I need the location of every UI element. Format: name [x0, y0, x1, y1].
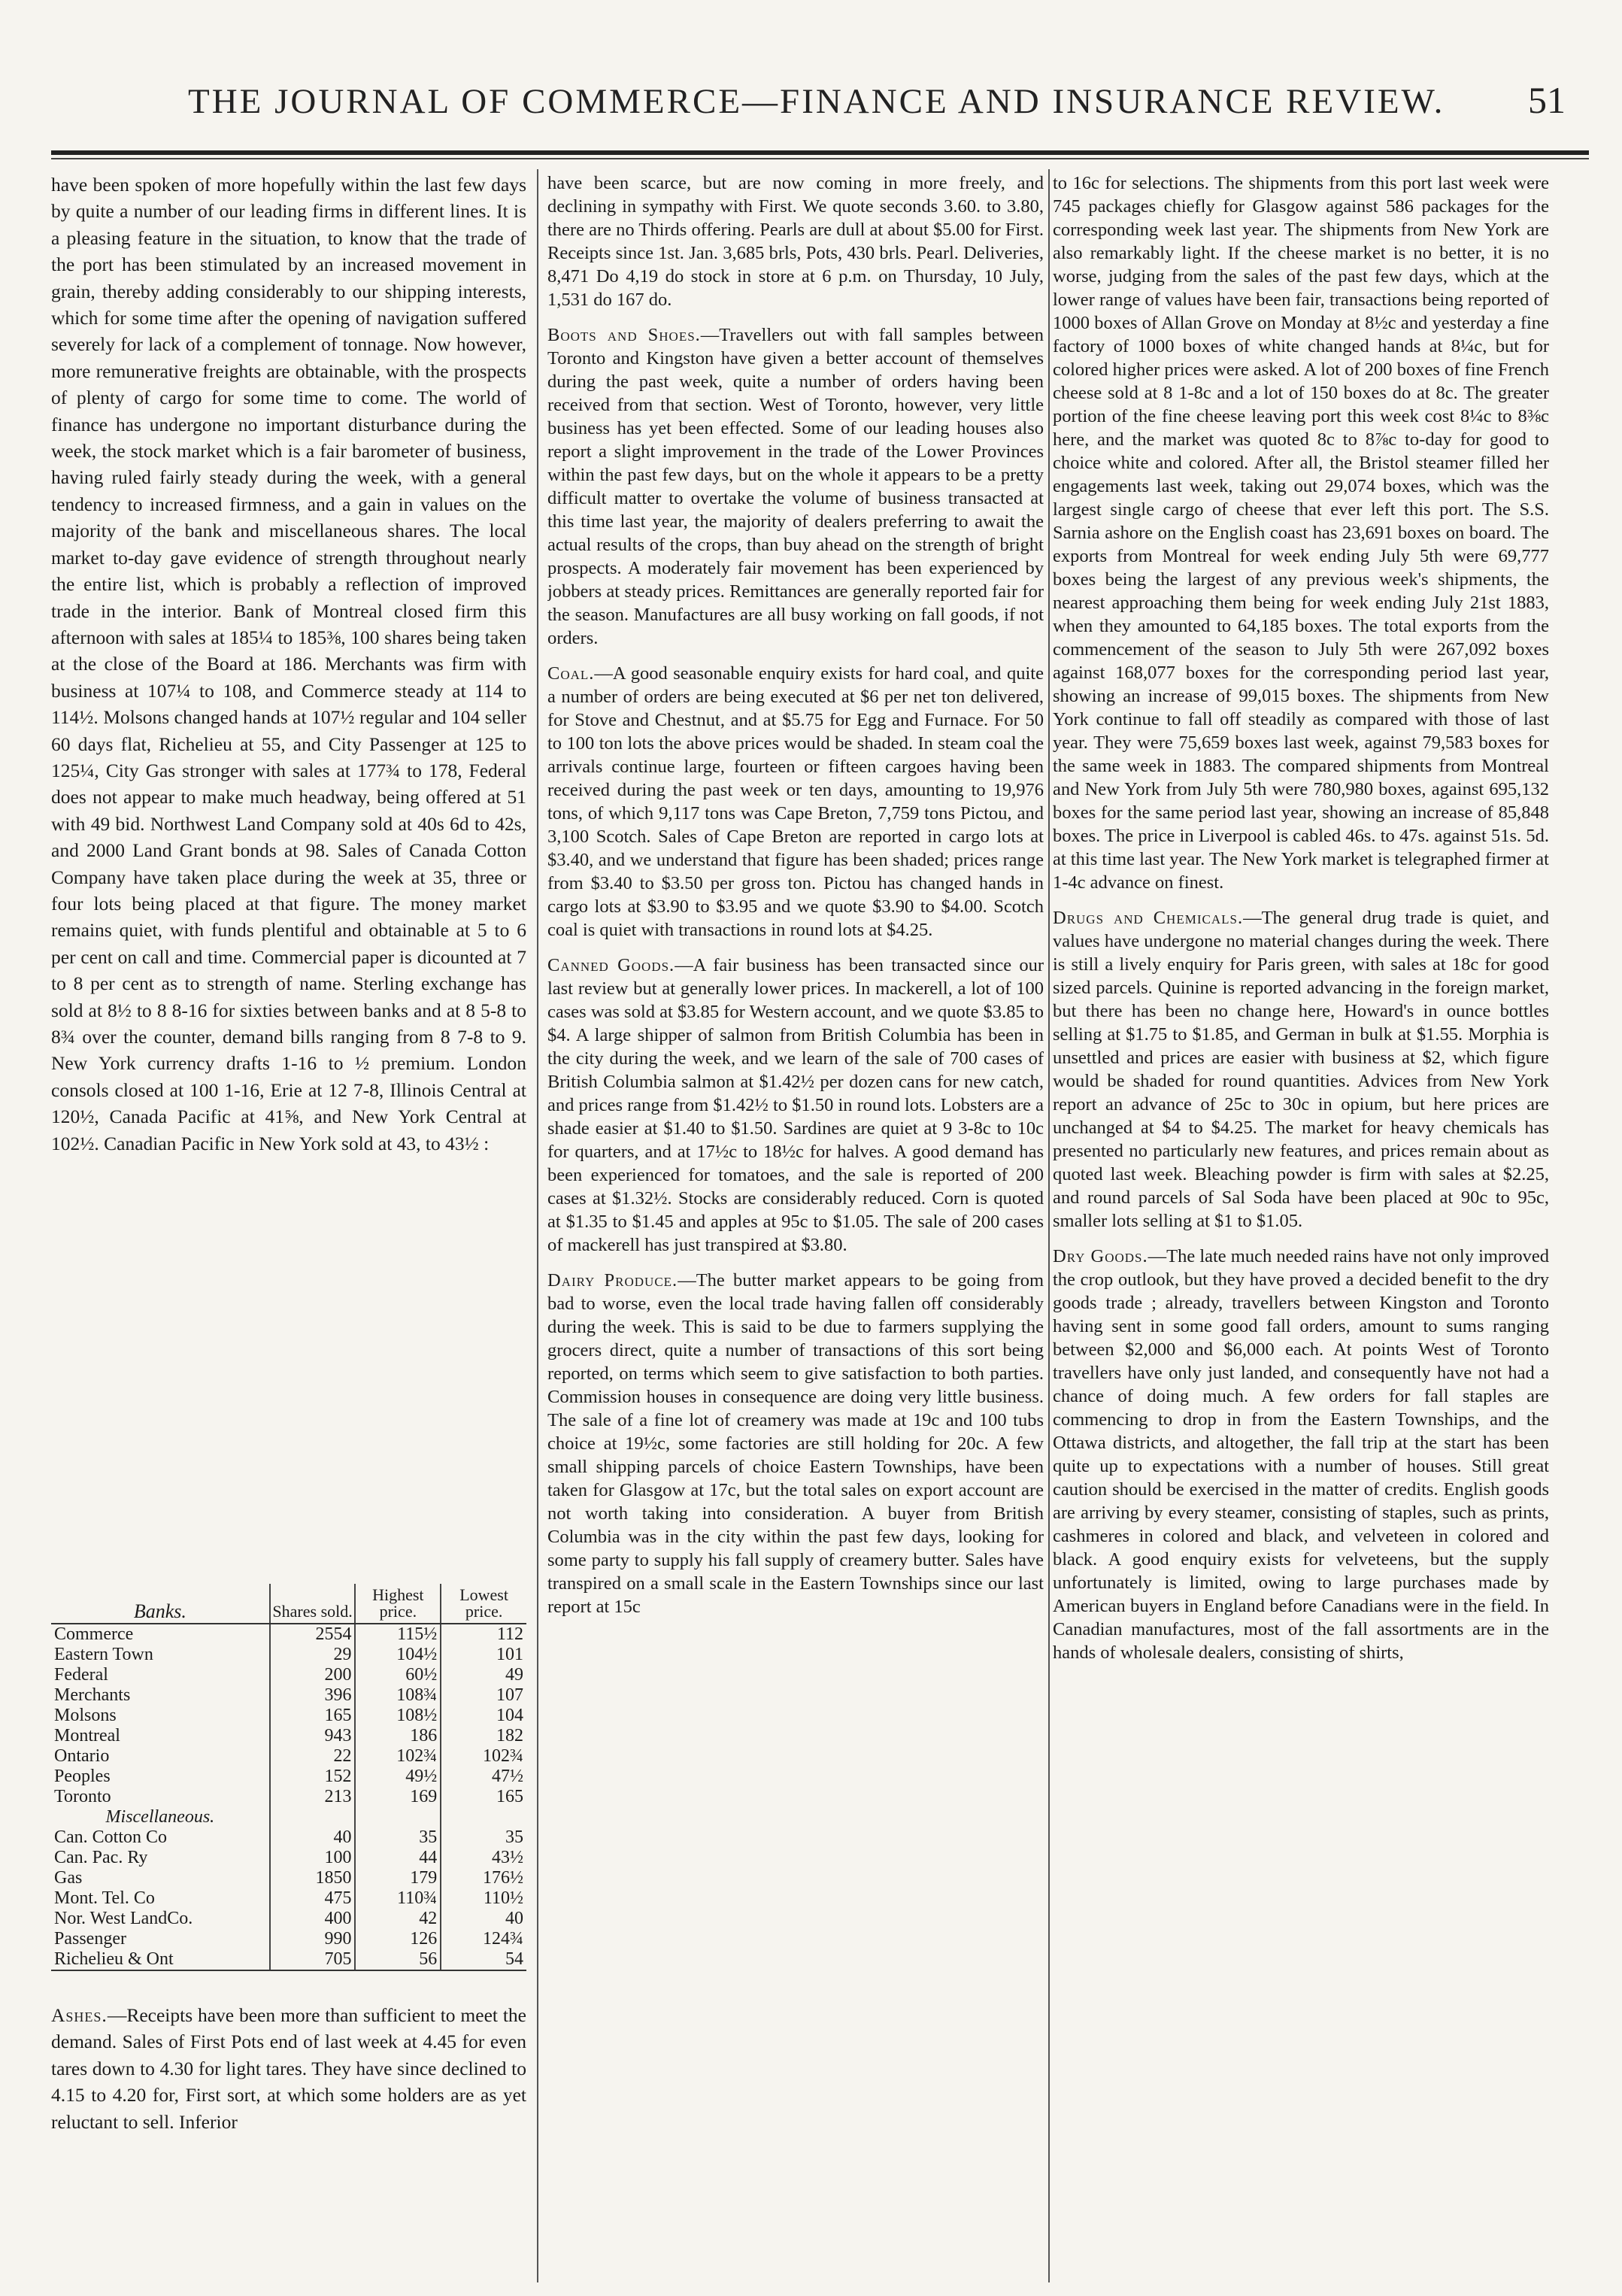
table-row — [51, 1929, 526, 1949]
table-row — [51, 1787, 526, 1807]
table-row — [51, 1827, 526, 1848]
highest-price: 169 — [355, 1787, 441, 1807]
shares-sold: 165 — [270, 1706, 356, 1726]
company-name: Can. Pac. Ry — [54, 1848, 148, 1867]
header-rule-thin — [51, 158, 1589, 159]
table-row — [51, 1746, 526, 1767]
table-header-banks: Banks. — [51, 1584, 270, 1624]
journal-title: THE JOURNAL OF COMMERCE—FINANCE AND INSURANCE REVIEW. — [188, 82, 1445, 121]
boots-text: —Travellers out with fall samples between Toronto and Kingston have given a better account of themselves during the past week, quite a number of orders having been received from that section. West of Toronto, however, very little business has yet been effected. Some of our leading houses also report a slight improvement in the trade of the Lower Provinces within the past few days, but on the whole it appears to be a pretty difficult matter to overtake the volume of business transacted at this time last year, the majority of dealers preferring to await the actual results of the crops, than buy ahead on the strength of bright prospects. A moderately fair movement has been experienced by jobbers at steady prices. Remittances are generally reported fair for the season. Manufactures are all busy working on fall goods, if not orders. — [547, 325, 1044, 648]
shares-sold: 152 — [270, 1767, 356, 1787]
highest-price: 104½ — [355, 1645, 441, 1665]
company-name: Mont. Tel. Co — [54, 1888, 155, 1908]
table-row — [51, 1624, 526, 1645]
table-row — [51, 1848, 526, 1868]
shares-sold: 22 — [270, 1746, 356, 1767]
dairy-paragraph — [547, 1269, 1044, 1618]
lowest-price: 102¾ — [441, 1746, 526, 1767]
highest-price: 179 — [355, 1868, 441, 1888]
shares-sold: 943 — [270, 1726, 356, 1746]
lowest-price: 124¾ — [441, 1929, 526, 1949]
highest-price: 126 — [355, 1929, 441, 1949]
ashes-text: —Receipts have been more than sufficient to meet the demand. Sales of First Pots end of last week at 4.45 for even tares down to 4.30 for light tares. They have since declined to 4.15 to 4.20 for, First sort, at which some holders are as yet reluctant to sell. Inferior — [51, 2004, 526, 2133]
highest-price: 49½ — [355, 1767, 441, 1787]
page-number: 51 — [1528, 79, 1566, 121]
bank-name: Montreal — [54, 1726, 120, 1746]
table-header-highest: Highest price. — [355, 1584, 441, 1624]
header-rule — [51, 150, 1589, 155]
company-name: Can. Cotton Co — [54, 1827, 168, 1847]
canned-paragraph — [547, 954, 1044, 1257]
bank-name: Ontario — [54, 1746, 110, 1766]
highest-price: 42 — [355, 1909, 441, 1929]
boots-paragraph — [547, 323, 1044, 650]
company-name: Richelieu & Ont — [51, 1949, 270, 1970]
bank-name: Federal — [54, 1665, 108, 1685]
shares-sold: 705 — [270, 1949, 356, 1970]
highest-price: 108¾ — [355, 1685, 441, 1706]
ashes-paragraph — [51, 2002, 526, 2135]
bank-rows — [51, 1624, 526, 1970]
shares-sold: 40 — [270, 1827, 356, 1848]
ashes-section — [51, 2002, 526, 2135]
lowest-price: 104 — [441, 1706, 526, 1726]
lowest-price: 47½ — [441, 1767, 526, 1787]
ashes-continued-text: have been scarce, but are now coming in more freely, and declining in sympathy with First. We quote seconds 3.60. to 3.80, there are no Thirds offering. Pearls are dull at about $5.00 for First. Receipts since 1st. Jan. 3,685 brls, Pots, 430 brls. Pearl. Deliveries, 8,471 Do 4,19 do stock in store at 6 p.m. on Thursday, 10 July, 1,531 do 167 do. — [547, 173, 1044, 310]
drugs-text: —The general drug trade is quiet, and values have undergone no material changes during the week. There is still a lively enquiry for Paris green, with sales at 18c for good sized parcels. Quinine is reported advancing in the foreign market, but there has been no change here, Howard's in ounce bottles selling at $1.75 to $1.85, and German in bulk at $1.55. Morphia is unsettled and prices are easier with business at $2, which figure would be shaded for round quantities. Advices from New York report an advance of 25c to 30c in opium, but here prices are unchanged at $4 to $4.25. The market for heavy chemicals has presented no particularly new features, and prices remain about as quoted last week. Bleaching powder is firm with sales at $2.25, and round parcels of Sal Soda have been placed at 90c to 95c, smaller lots selling at $1 to $1.05. — [1053, 908, 1549, 1231]
highest-price: 108½ — [355, 1706, 441, 1726]
column-3 — [1053, 171, 1549, 2285]
shares-sold: 100 — [270, 1848, 356, 1868]
ashes-heading: Ashes. — [51, 2004, 108, 2026]
table-row — [51, 1726, 526, 1746]
lowest-price: 110½ — [441, 1888, 526, 1909]
lowest-price: 40 — [441, 1909, 526, 1929]
cheese-text: to 16c for selections. The shipments from this port last week were 745 packages chiefly for Glasgow against 586 packages for the corresponding week last year. The shipments from New York are also remarkably light. If the cheese market is no better, it is no worse, judging from the sales of the past few days, which at the lower range of values have been fair, transactions being reported of 1000 boxes of Allan Grove on Monday at 8½c and yesterday a fine factory of 1000 boxes of white changed hands at 8¼c, but for colored higher prices were asked. A lot of 200 boxes of fine French cheese sold at 8 1-8c and a lot of 150 boxes do at 8c. The greater portion of the fine cheese leaving port this week cost 8¼c to 8⅜c here, and the market was quoted 8c to 8⅞c to-day for good to choice white and colored. After all, the Bristol steamer filled her engagements last week, taking out 29,074 boxes, which was the largest single cargo of cheese that ever left this port. The S.S. Sarnia ashore on the English coast has 23,691 boxes on board. The exports from Montreal for week ending July 5th were 69,777 boxes being the largest of any previous week's shipments, the nearest approaching them being for week ending July 21st 1883, when they amounted to 64,185 boxes. The total exports from the commencement of the season to July 5th were 267,092 boxes against 168,077 boxes for the corresponding period last year, showing an increase of 99,015 boxes. The shipments from New York continue to fall off steadily as compared with those of last year. They were 75,659 boxes last week, against 79,583 boxes for the same week in 1883. The compared shipments from Montreal and New York from July 5th were 780,980 boxes, against 695,132 boxes for the same period last year, showing an increase of 85,848 boxes. The price in Liverpool is cabled 46s. to 47s. against 51s. 5d. at this time last year. The New York market is telegraphed firmer at 1-4c advance on finest. — [1053, 173, 1549, 893]
table-row — [51, 1909, 526, 1929]
lowest-price: 107 — [441, 1685, 526, 1706]
highest-price: 35 — [355, 1827, 441, 1848]
table-row — [51, 1665, 526, 1685]
miscellaneous-heading: Miscellaneous. — [105, 1807, 215, 1827]
table-row — [51, 1888, 526, 1909]
bank-shares-table-block — [51, 1584, 526, 1971]
table-row — [51, 1767, 526, 1787]
empty-cell — [355, 1807, 441, 1827]
dry-goods-text: —The late much needed rains have not only improved the crop outlook, but they have proved a decided benefit to the dry goods trade ; already, travellers between Kingston and Toronto having sent in some good fall orders, amount to sums ranging between $2,000 and $6,000 each. At points West of Toronto travellers have only just landed, and consequently have not had a chance of doing much. A few orders for fall staples are commencing to drop in from the Eastern Townships, and the Ottawa districts, and altogether, the fall trip at the start has been quite up to expectations with a number of houses. Still great caution should be exercised in the matter of credits. English goods are arriving by every steamer, consisting of staples, such as prints, cashmeres in colored and black, and velveteen in colored and black. A good enquiry exists for velveteens, but the supply unfortunately is limited, owing to large purchases made by American buyers in England before Canadians were in the field. In Canadian manufactures, most of the fall assortments are in the hands of wholesale dealers, consisting of shirts, — [1053, 1246, 1549, 1663]
shares-sold: 29 — [270, 1645, 356, 1665]
boots-heading: Boots and Shoes. — [547, 325, 701, 345]
lowest-price: 165 — [441, 1787, 526, 1807]
bank-name: Eastern Town — [54, 1645, 153, 1664]
lowest-price: 49 — [441, 1665, 526, 1685]
table-header-shares: Shares sold. — [270, 1584, 356, 1624]
bank-name: Commerce — [54, 1624, 134, 1644]
company-name: Passenger — [54, 1929, 126, 1949]
column-2 — [547, 171, 1044, 2285]
shares-sold: 2554 — [270, 1624, 356, 1645]
dairy-heading: Dairy Produce. — [547, 1270, 678, 1291]
company-name: Gas — [54, 1868, 83, 1888]
highest-price: 110¾ — [355, 1888, 441, 1909]
shares-sold: 213 — [270, 1787, 356, 1807]
shares-sold: 400 — [270, 1909, 356, 1929]
coal-text: —A good seasonable enquiry exists for hard coal, and quite a number of orders are being executed at $6 per net ton delivered, for Stove and Chestnut, and at $5.75 for Egg and Furnace. For 50 to 100 ton lots the above prices would be shaded. In steam coal the arrivals continue large, fourteen or fifteen cargoes having been received during the past week or ten days, amounting to 19,976 tons, of which 9,117 tons was Cape Breton, 7,759 tons Pictou, and 3,100 Scotch. Sales of Cape Breton are reported in cargo lots at $3.40, and we understand that figure has been shaded; prices range from $3.40 to $3.50 per gross ton. Pictou has changed hands in cargo lots at $3.90 to $3.95 and we quote $3.90 to $4.00. Scotch coal is quiet with transactions in round lots at $4.25. — [547, 663, 1044, 940]
shares-sold: 990 — [270, 1929, 356, 1949]
highest-price: 115½ — [355, 1624, 441, 1645]
table-header-lowest: Lowest price. — [441, 1584, 526, 1624]
dairy-text: —The butter market appears to be going from bad to worse, even the local trade having fallen off considerably during the week. This is said to be due to farmers supplying the grocers direct, quite a number of transactions of this sort being reported, on terms which seem to give satisfaction to both parties. Commission houses in consequence are doing very little business. The sale of a fine lot of creamery was made at 19c and 100 tubs choice at 19½c, some factories are still holding for 20c. A few small shipping parcels of choice Eastern Townships, have been taken for Glasgow at 17c, but the total sales on export account are not worth taking into consideration. A buyer from British Columbia was in the city within the past few days, looking for some party to supply his fall supply of creamery butter. Sales have transpired on a small scale in the Eastern Townships since our last report at 15c — [547, 1270, 1044, 1617]
highest-price: 186 — [355, 1726, 441, 1746]
column-divider-2 — [1048, 169, 1050, 2282]
table-row — [51, 1868, 526, 1888]
empty-cell — [441, 1807, 526, 1827]
table-row — [51, 1645, 526, 1665]
bank-name: Merchants — [54, 1685, 131, 1705]
highest-price: 56 — [355, 1949, 441, 1970]
canned-heading: Canned Goods. — [547, 955, 675, 975]
highest-price: 60½ — [355, 1665, 441, 1685]
dry-goods-heading: Dry Goods. — [1053, 1246, 1148, 1266]
lowest-price: 54 — [441, 1949, 526, 1970]
shares-sold: 475 — [270, 1888, 356, 1909]
table-subheading-row — [51, 1807, 526, 1827]
table-row — [51, 1685, 526, 1706]
highest-price: 102¾ — [355, 1746, 441, 1767]
highest-price: 44 — [355, 1848, 441, 1868]
dry-goods-paragraph — [1053, 1245, 1549, 1664]
table-row — [51, 1706, 526, 1726]
company-name: Nor. West LandCo. — [54, 1909, 193, 1928]
bank-name: Peoples — [54, 1767, 111, 1786]
empty-cell — [270, 1807, 356, 1827]
drugs-paragraph — [1053, 906, 1549, 1233]
coal-heading: Coal. — [547, 663, 595, 684]
canned-text: —A fair business has been transacted since our last review but at generally lower prices. In mackerell, a lot of 100 cases was sold at $3.85 for Western account, and we quote $3.85 to $4. A large shipper of salmon from British Columbia has been in the city during the week, and we learn of the sale of 700 cases of British Columbia salmon at $1.42½ per dozen cans for new catch, and prices range from $1.42½ to $1.50 in round lots. Lobsters are a shade easier at $1.40 to $1.50. Sardines are quiet at 9 3-8c to 10c for quarters, and at 17½c to 18½c for halves. A good demand has been experienced for tomatoes, and the sale is reported of 200 cases at $1.32½. Stocks are considerably reduced. Corn is quoted at $1.35 to $1.45 and apples at 95c to $1.05. The sale of 200 cases of mackerell has just transpired at $3.80. — [547, 955, 1044, 1255]
finance-report-text: have been spoken of more hopefully within the last few days by quite a number of our leading firms in different lines. It is a pleasing feature in the situation, to know that the trade of the port has been stimulated by an increased movement in grain, thereby adding considerably to our shipping interests, which for some time after the opening of navigation suffered severely for lack of a complement of tonnage. Now however, more remunerative freights are obtainable, with the prospects of plenty of cargo for some time to come. The world of finance has undergone no important disturbance during the week, the stock market which is a fair barometer of business, having ruled fairly steady during the week, with a general tendency to increased firmness, and a gain in values on the majority of the bank and miscellaneous shares. The local market to-day gave evidence of strength throughout nearly the entire list, which is probably a reflection of improved trade in the interior. Bank of Montreal closed firm this afternoon with sales at 185¼ to 185⅜, 100 shares being taken at the close of the Board at 186. Merchants was firm with business at 107¼ to 108, and Commerce steady at 114 to 114½. Molsons changed hands at 107½ regular and 104 seller 60 days flat, Richelieu at 55, and City Passenger at 125 to 125¼, City Gas stronger with sales at 177¾ to 178, Federal does not appear to make much headway, being offered at 51 with 49 bid. Northwest Land Company sold at 40s 6d to 42s, and 2000 Land Grant bonds at 98. Sales of Canada Cotton Company have taken place during the week at 35, three or four lots being placed at that figure. The money market remains quiet, with funds plentiful and obtainable at 5 to 6 per cent on call and time. Commercial paper is dicounted at 7 to 8 per cent as to strength of name. Sterling exchange has sold at 8½ to 8 8-16 for sixties between banks and at 8 5-8 to 8¾ over the counter, demand bills ranging from 8 7-8 to 9. New York currency drafts 1-16 to ½ premium. London consols closed at 100 1-16, Erie at 12 7-8, Illinois Central at 120½, Canada Pacific at 41⅝, and New York Central at 102½. Canadian Pacific in New York sold at 43, to 43½ : — [51, 174, 526, 1154]
lowest-price: 182 — [441, 1726, 526, 1746]
coal-paragraph — [547, 662, 1044, 942]
bank-name: Molsons — [54, 1706, 117, 1725]
bank-name: Toronto — [54, 1787, 111, 1806]
shares-sold: 1850 — [270, 1868, 356, 1888]
lowest-price: 43½ — [441, 1848, 526, 1868]
drugs-heading: Drugs and Chemicals. — [1053, 908, 1244, 928]
page-header — [0, 72, 1622, 125]
bank-shares-table — [51, 1584, 526, 1971]
lowest-price: 176½ — [441, 1868, 526, 1888]
lowest-price: 35 — [441, 1827, 526, 1848]
lowest-price: 112 — [441, 1624, 526, 1645]
column-1 — [51, 171, 526, 1533]
shares-sold: 396 — [270, 1685, 356, 1706]
shares-sold: 200 — [270, 1665, 356, 1685]
table-row — [51, 1949, 526, 1970]
lowest-price: 101 — [441, 1645, 526, 1665]
column-divider-1 — [537, 169, 538, 2282]
